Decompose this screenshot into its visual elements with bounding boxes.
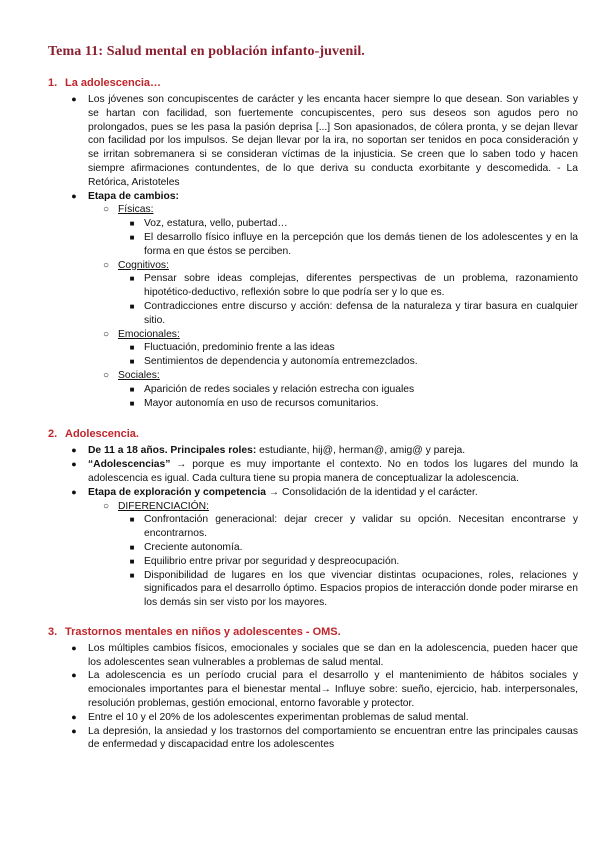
section-number: 2. <box>48 428 58 441</box>
bullet-circle-icon: ○ <box>102 328 110 340</box>
section-heading-text: La adolescencia… <box>65 77 161 89</box>
bullet-square-icon: ■ <box>129 357 135 367</box>
bullet-square-icon: ■ <box>129 515 135 525</box>
section-number: 1. <box>48 77 58 89</box>
subsublist-item <box>129 355 578 369</box>
trastornos-item: La adolescencia es un período crucial para el desarrollo y el mantenimiento de hábitos sociales y emocionales importantes para el bienestar mental→ Influye sobre: sueño, ejercicio, hab. interpersonales, resolución problemas, gestión emocional, entorno favorable y protector. <box>88 670 578 710</box>
list-item <box>71 458 578 486</box>
list-item <box>71 444 578 458</box>
bullet-dot-icon: ● <box>71 642 77 653</box>
subsublist-item <box>129 217 578 231</box>
section-heading-text: Trastornos mentales en niños y adolescentes - OMS. <box>65 625 341 638</box>
list-item <box>71 486 578 500</box>
section-heading <box>48 76 578 90</box>
bullet-circle-icon: ○ <box>102 259 110 271</box>
bullet-square-icon: ■ <box>129 556 135 566</box>
trastornos-item: Los múltiples cambios físicos, emocionales y sociales que se dan en la adolescencia, pueden hacer que los adolescentes sean vulnerables a problemas de salud mental. <box>88 642 578 668</box>
diff-item: Disponibilidad de lugares en los que vivenciar distintas ocupaciones, roles, relaciones y significados para el desarrollo óptimo. Espacios propios de interacción donde poder mirarse en los demás sin ser visto por los mayores. <box>144 569 578 609</box>
subsublist-item <box>129 272 578 300</box>
adolescencias-bold: “Adolescencias” <box>88 459 171 471</box>
bullet-square-icon: ■ <box>129 343 135 353</box>
list-item <box>71 669 578 710</box>
bullet-square-icon: ■ <box>129 398 135 408</box>
subsublist-item <box>129 513 578 541</box>
bullet-dot-icon: ● <box>71 94 77 104</box>
subsublist-item <box>129 397 578 411</box>
age-bold: De 11 a 18 años. Principales roles: <box>88 445 257 457</box>
exploracion-bold: Etapa de exploración y competencia <box>88 486 266 498</box>
section-adolescencia-intro <box>48 76 578 410</box>
stage-label: Cognitivos: <box>118 259 169 271</box>
bullet-dot-icon: ● <box>71 459 77 470</box>
subsublist-item <box>129 555 578 569</box>
diff-item: Confrontación generacional: dejar crecer y validar su opción. Necesitan encontrarse y encontrarnos. <box>144 514 578 540</box>
section-spacer <box>48 610 578 625</box>
subsublist-item <box>129 231 578 259</box>
section-heading-text: Adolescencia. <box>65 428 139 441</box>
stage-item: Fluctuación, predominio frente a las ideas <box>144 342 335 354</box>
sublist-item <box>102 500 578 514</box>
list-item <box>71 725 578 753</box>
bullet-dot-icon: ● <box>71 445 77 456</box>
subsublist-item <box>129 541 578 555</box>
bullet-circle-icon: ○ <box>102 204 110 216</box>
subsublist-item <box>129 569 578 610</box>
bullet-square-icon: ■ <box>129 570 135 580</box>
bullet-square-icon: ■ <box>129 301 135 311</box>
bullet-square-icon: ■ <box>129 219 135 229</box>
stage-item: Voz, estatura, vello, pubertad… <box>144 218 288 230</box>
bullet-square-icon: ■ <box>129 542 135 552</box>
stage-item: Mayor autonomía en uso de recursos comunitarios. <box>144 397 379 409</box>
bullet-square-icon: ■ <box>129 274 135 284</box>
trastornos-item: Entre el 10 y el 20% de los adolescentes experimentan problemas de salud mental. <box>88 711 469 723</box>
diferenciacion-label: DIFERENCIACIÓN: <box>118 500 209 512</box>
bullet-square-icon: ■ <box>129 232 135 242</box>
list-item <box>71 642 578 670</box>
diff-item: Equilibrio entre privar por seguridad y despreocupación. <box>144 555 400 567</box>
stage-label: Emocionales: <box>118 328 180 340</box>
stage-item: Sentimientos de dependencia y autonomía entremezclados. <box>144 356 418 368</box>
adolescencias-rest: → porque es muy importante el contexto. No en todos los lugares del mundo la adolescencia es igual. Cada cultura tiene su propia manera de conceptualizar la adolescencia. <box>88 459 578 484</box>
subsublist-item <box>129 383 578 397</box>
bullet-circle-icon: ○ <box>102 500 110 512</box>
sublist-item <box>102 203 578 217</box>
bullet-square-icon: ■ <box>129 384 135 394</box>
section-adolescencia <box>48 427 578 610</box>
section-trastornos <box>48 625 578 752</box>
list-item <box>71 190 578 204</box>
list-item <box>71 93 578 190</box>
list-item <box>71 711 578 725</box>
age-rest: estudiante, hij@, herman@, amig@ y pareja. <box>256 445 466 457</box>
aristoteles-quote: Los jóvenes son concupiscentes de carácter y les encanta hacer siempre lo que desean. Son variables y se hartan con facilidad, son fuertemente concupiscentes, pero sus deseos son agudos pero no prolongados, pues se les pasa la pasión deprisa [...] Son apasionados, de cólera pronta, y se dejan llevar con facilidad por los impulsos. Se dejan llevar por la ira, no soportan ser tenidos en poca consideración y se irritan sobremanera si se consideran víctimas de la injusticia. Se creen que lo saben todo y hacen siempre afirmaciones contundentes, de lo que deriva su conducta exorbitante y descomedida. - La Retórica, Aristoteles <box>88 94 578 188</box>
diff-item: Creciente autonomía. <box>144 541 243 553</box>
bullet-circle-icon: ○ <box>102 369 110 381</box>
bullet-dot-icon: ● <box>71 725 77 736</box>
stages-title: Etapa de cambios: <box>88 190 179 202</box>
bullet-dot-icon: ● <box>71 670 77 681</box>
bullet-dot-icon: ● <box>71 486 77 497</box>
sublist-item <box>102 259 578 273</box>
section-heading <box>48 625 578 639</box>
section-heading <box>48 427 578 441</box>
sublist-item <box>102 328 578 342</box>
stage-item: Contradicciones entre discurso y acción: defensa de la naturaleza y tirar basura en cualquier sitio. <box>144 300 578 326</box>
section-spacer <box>48 410 578 427</box>
stage-item: Aparición de redes sociales y relación estrecha con iguales <box>144 383 415 395</box>
stage-label: Sociales: <box>118 369 160 381</box>
subsublist-item <box>129 300 578 328</box>
bullet-dot-icon: ● <box>71 711 77 722</box>
stage-item: Pensar sobre ideas complejas, diferentes perspectivas de un problema, razonamiento hipotético-deductivo, reflexión sobre lo que podría ser y lo que es. <box>144 273 578 299</box>
sublist-item <box>102 369 578 383</box>
page-title: Tema 11: Salud mental en población infanto-juvenil. <box>48 44 365 59</box>
stage-label: Físicas: <box>118 204 154 216</box>
bullet-dot-icon: ● <box>71 190 77 201</box>
stage-item: El desarrollo físico influye en la percepción que los demás tienen de los adolescentes y en la forma en que éstos se perciben. <box>144 231 578 257</box>
trastornos-item: La depresión, la ansiedad y los trastornos del comportamiento se encuentran entre las principales causas de enfermedad y discapacidad entre los adolescentes <box>88 725 578 751</box>
exploracion-rest: → Consolidación de la identidad y el carácter. <box>265 486 478 498</box>
subsublist-item <box>129 341 578 355</box>
section-number: 3. <box>48 625 58 638</box>
